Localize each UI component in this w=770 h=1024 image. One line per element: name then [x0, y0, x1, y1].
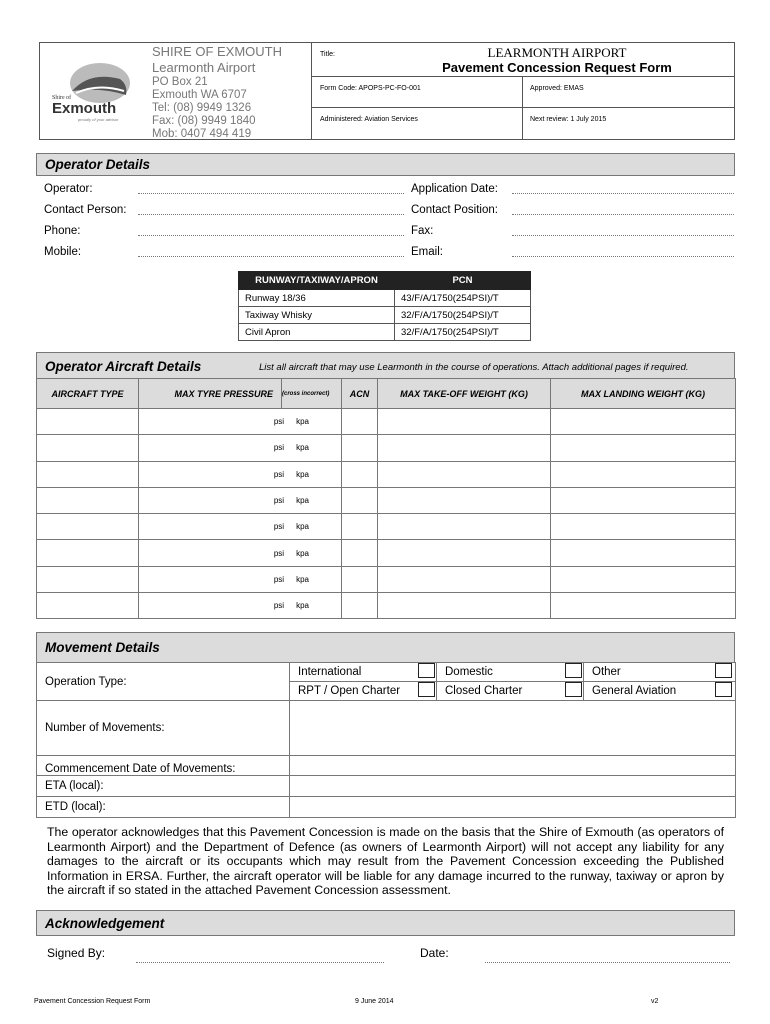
max-tyre-pressure-cell[interactable]	[139, 435, 342, 461]
approved: Approved: EMAS	[530, 85, 584, 92]
max-takeoff-weight-cell[interactable]	[378, 540, 551, 566]
table-row	[37, 487, 736, 513]
table-row	[239, 307, 531, 324]
column-header: MAX TAKE-OFF WEIGHT (KG)	[378, 379, 551, 409]
date-label: Date:	[420, 946, 449, 960]
footer-version: v2	[651, 998, 659, 1005]
max-takeoff-weight-cell[interactable]	[378, 435, 551, 461]
title-cell	[312, 43, 734, 77]
table-row	[37, 540, 736, 566]
psi-unit[interactable]: psi	[273, 548, 285, 558]
max-tyre-pressure-cell[interactable]	[139, 409, 342, 435]
max-landing-weight-cell[interactable]	[551, 435, 736, 461]
kpa-unit[interactable]: kpa	[296, 496, 309, 506]
form-code: Form Code: APOPS-PC-FO-001	[320, 85, 421, 92]
column-header: MAX TYRE PRESSURE	[139, 379, 282, 409]
signature-field[interactable]	[136, 962, 384, 963]
table-row	[37, 435, 736, 461]
acknowledgement-bar	[36, 910, 735, 936]
international-checkbox[interactable]	[418, 663, 437, 682]
application-date-field[interactable]	[512, 193, 734, 194]
psi-unit[interactable]: psi	[273, 443, 285, 453]
pcn-table	[238, 271, 531, 341]
form-header	[39, 42, 735, 140]
table-row	[239, 324, 531, 341]
psi-unit[interactable]: psi	[273, 601, 285, 611]
max-landing-weight-cell[interactable]	[551, 409, 736, 435]
address-line: Tel: (08) 9949 1326	[152, 102, 252, 114]
table-row	[37, 409, 736, 435]
aircraft-type-cell[interactable]	[37, 540, 139, 566]
pcn-cell: Taxiway Whisky	[239, 307, 395, 324]
aircraft-type-cell[interactable]	[37, 593, 139, 619]
acn-cell[interactable]	[342, 540, 378, 566]
option-label: International	[290, 663, 418, 682]
commencement-field[interactable]	[290, 756, 736, 776]
application-date-label: Application Date:	[411, 183, 498, 195]
phone-label: Phone:	[44, 225, 81, 237]
org-name: SHIRE OF EXMOUTH	[152, 44, 283, 59]
aircraft-type-cell[interactable]	[37, 435, 139, 461]
footer-date: 9 June 2014	[355, 998, 394, 1005]
table-row	[37, 461, 736, 487]
max-tyre-pressure-cell[interactable]	[139, 487, 342, 513]
section-title: Movement Details	[45, 640, 160, 655]
pcn-cell: 32/F/A/1750(254PSI)/T	[395, 307, 531, 324]
contact-person-label: Contact Person:	[44, 204, 127, 216]
aircraft-type-cell[interactable]	[37, 514, 139, 540]
acn-cell[interactable]	[342, 593, 378, 619]
max-tyre-pressure-cell[interactable]	[139, 593, 342, 619]
kpa-unit[interactable]: kpa	[296, 417, 309, 427]
domestic-checkbox[interactable]	[565, 663, 584, 682]
max-takeoff-weight-cell[interactable]	[378, 409, 551, 435]
number-of-movements-label: Number of Movements:	[37, 701, 290, 756]
acn-cell[interactable]	[342, 487, 378, 513]
logo-cell	[40, 43, 312, 139]
logo-big-text: Exmouth	[52, 100, 117, 117]
aircraft-type-cell[interactable]	[37, 487, 139, 513]
operation-type-label: Operation Type:	[37, 663, 290, 701]
kpa-unit[interactable]: kpa	[296, 548, 309, 558]
title-label: Title:	[320, 51, 335, 58]
pcn-cell: 43/F/A/1750(254PSI)/T	[395, 290, 531, 307]
address-line: Mob: 0407 494 419	[152, 128, 252, 140]
option-label: Domestic	[437, 663, 565, 682]
airport-name: Learmonth Airport	[152, 60, 256, 75]
other-checkbox[interactable]	[712, 663, 736, 682]
column-header: (cross incorrect)	[282, 379, 342, 409]
divider	[312, 107, 734, 108]
max-takeoff-weight-cell[interactable]	[378, 461, 551, 487]
acn-cell[interactable]	[342, 514, 378, 540]
contact-position-label: Contact Position:	[411, 204, 498, 216]
option-label: Closed Charter	[437, 682, 565, 701]
fax-label: Fax:	[411, 225, 434, 237]
kpa-unit[interactable]: kpa	[296, 522, 309, 532]
email-label: Email:	[411, 246, 443, 258]
max-takeoff-weight-cell[interactable]	[378, 566, 551, 592]
table-row	[37, 514, 736, 540]
title-main: LEARMONTH AIRPORT	[487, 45, 627, 60]
pcn-cell: Runway 18/36	[239, 290, 395, 307]
psi-unit[interactable]: psi	[273, 496, 285, 506]
aircraft-type-cell[interactable]	[37, 566, 139, 592]
aircraft-note: List all aircraft that may use Learmonth in the course of operations. Attach additional pages if required.	[259, 362, 689, 373]
option-label: RPT / Open Charter	[290, 682, 418, 701]
max-landing-weight-cell[interactable]	[551, 487, 736, 513]
shire-logo	[50, 61, 142, 123]
rpt-checkbox[interactable]	[418, 682, 437, 701]
acn-cell[interactable]	[342, 409, 378, 435]
kpa-unit[interactable]: kpa	[296, 574, 309, 584]
psi-unit[interactable]: psi	[273, 574, 285, 584]
table-row	[239, 290, 531, 307]
address-block	[152, 44, 282, 141]
pcn-cell: 32/F/A/1750(254PSI)/T	[395, 324, 531, 341]
logo-tagline: proudly of your advisor	[78, 117, 119, 122]
acknowledgement-paragraph: The operator acknowledges that this Pavement Concession is made on the basis that the Shire of Exmouth (as operators of Learmonth Airport) and the Department of Defence (as owners of Learmonth Airport) will not accept any liability for any damages to the aircraft or its occupants which may result from the Pavement Concession exceeding the Published Information in ERSA. Further, the aircraft operator will be liable for any damage incurred to the runway, taxiway or apron by the aircraft if so stated in the attached Pavement Concession assessment.	[47, 825, 724, 898]
address-line: Fax: (08) 9949 1840	[152, 115, 256, 127]
max-landing-weight-cell[interactable]	[551, 514, 736, 540]
next-review: Next review: 1 July 2015	[530, 116, 607, 123]
max-tyre-pressure-cell[interactable]	[139, 566, 342, 592]
max-landing-weight-cell[interactable]	[551, 461, 736, 487]
column-header: MAX LANDING WEIGHT (KG)	[551, 379, 736, 409]
aircraft-type-cell[interactable]	[37, 461, 139, 487]
address-line: Exmouth WA 6707	[152, 89, 247, 101]
section-title: Acknowledgement	[45, 916, 165, 931]
mobile-label: Mobile:	[44, 246, 82, 258]
signed-by-label: Signed By:	[47, 946, 106, 960]
acn-cell[interactable]	[342, 566, 378, 592]
max-tyre-pressure-cell[interactable]	[139, 514, 342, 540]
max-landing-weight-cell[interactable]	[551, 566, 736, 592]
operator-label: Operator:	[44, 183, 93, 195]
option-label: General Aviation	[584, 682, 712, 701]
pcn-header: PCN	[395, 272, 531, 290]
acn-cell[interactable]	[342, 461, 378, 487]
acn-cell[interactable]	[342, 435, 378, 461]
mobile-field[interactable]	[138, 256, 404, 257]
operator-field[interactable]	[138, 193, 404, 194]
date-field[interactable]	[485, 962, 730, 963]
fax-field[interactable]	[512, 235, 734, 236]
address-line: PO Box 21	[152, 76, 208, 88]
column-header: ACN	[342, 379, 378, 409]
operator-details-bar	[36, 153, 735, 176]
kpa-unit[interactable]: kpa	[296, 443, 309, 453]
pcn-header: RUNWAY/TAXIWAY/APRON	[239, 272, 395, 290]
eta-label: ETA (local):	[37, 776, 290, 797]
logo-small-text: Shire of	[52, 95, 72, 101]
etd-label: ETD (local):	[37, 797, 290, 818]
movement-details-bar	[36, 632, 735, 663]
max-tyre-pressure-cell[interactable]	[139, 540, 342, 566]
email-field[interactable]	[512, 256, 734, 257]
aircraft-table	[36, 378, 736, 619]
section-title: Operator Aircraft Details	[45, 359, 202, 374]
movement-table	[36, 662, 736, 818]
column-header: AIRCRAFT TYPE	[37, 379, 139, 409]
table-row	[37, 593, 736, 619]
etd-field[interactable]	[290, 797, 736, 818]
commencement-label: Commencement Date of Movements:	[37, 756, 290, 776]
max-takeoff-weight-cell[interactable]	[378, 514, 551, 540]
max-landing-weight-cell[interactable]	[551, 593, 736, 619]
number-of-movements-field[interactable]	[290, 701, 736, 756]
psi-unit[interactable]: psi	[273, 522, 285, 532]
kpa-unit[interactable]: kpa	[296, 601, 309, 611]
contact-person-field[interactable]	[138, 214, 404, 215]
eta-field[interactable]	[290, 776, 736, 797]
phone-field[interactable]	[138, 235, 404, 236]
title-sub: Pavement Concession Request Form	[442, 60, 672, 75]
footer-form-name: Pavement Concession Request Form	[34, 998, 151, 1005]
pcn-cell: Civil Apron	[239, 324, 395, 341]
option-label: Other	[584, 663, 712, 682]
divider	[522, 77, 523, 139]
administered: Administered: Aviation Services	[320, 116, 418, 123]
psi-unit[interactable]: psi	[273, 417, 285, 427]
aircraft-type-cell[interactable]	[37, 409, 139, 435]
max-takeoff-weight-cell[interactable]	[378, 593, 551, 619]
kpa-unit[interactable]: kpa	[296, 469, 309, 479]
table-row	[37, 566, 736, 592]
closed-charter-checkbox[interactable]	[565, 682, 584, 701]
psi-unit[interactable]: psi	[273, 469, 285, 479]
general-aviation-checkbox[interactable]	[712, 682, 736, 701]
max-tyre-pressure-cell[interactable]	[139, 461, 342, 487]
aircraft-details-bar	[36, 352, 735, 379]
max-landing-weight-cell[interactable]	[551, 540, 736, 566]
section-title: Operator Details	[45, 157, 151, 172]
max-takeoff-weight-cell[interactable]	[378, 487, 551, 513]
contact-position-field[interactable]	[512, 214, 734, 215]
